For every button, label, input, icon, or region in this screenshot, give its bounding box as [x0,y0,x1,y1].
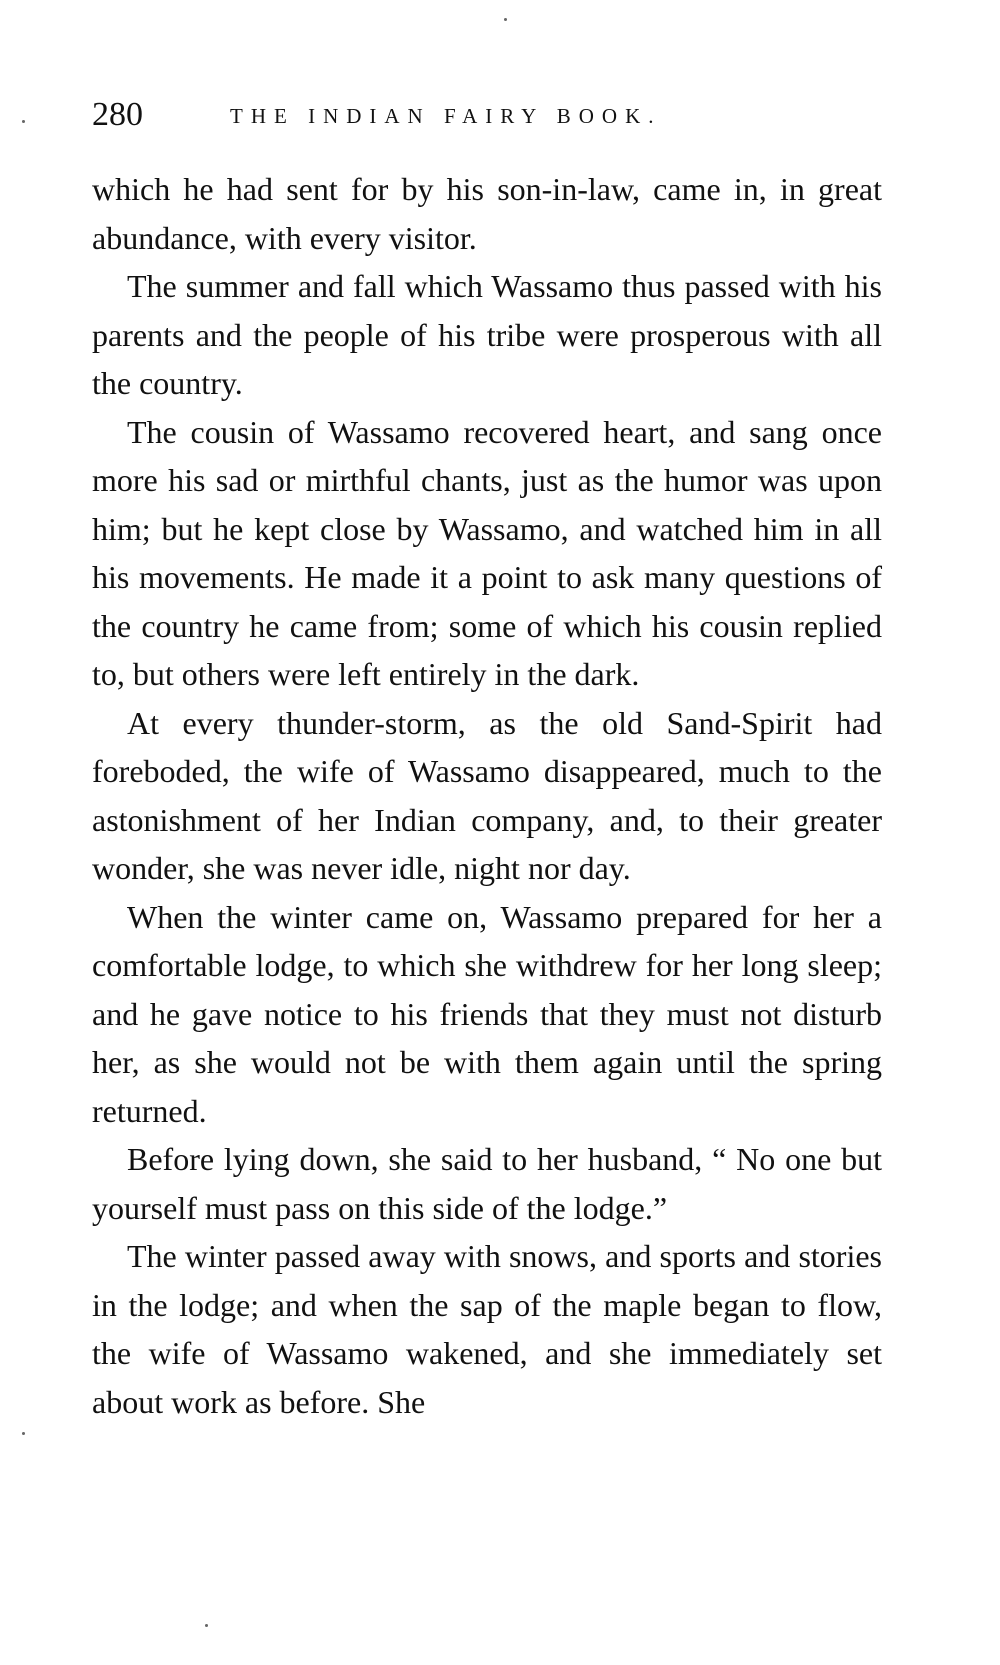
paragraph: The summer and fall which Wassamo thus passed with his parents and the people of his tribe were prosperous with all the country. [92,268,882,401]
paper-speck [504,18,507,21]
paragraph: At every thunder-storm, as the old Sand-Spirit had foreboded, the wife of Wassamo disappeared, much to the astonishment of her Indian company, and, to their greater wonder, she was never idle, night nor day. [92,704,882,886]
paragraph: The winter passed away with snows, and sports and stories in the lodge; and when the sap of the maple began to flow, the wife of Wassamo wakened, and she immediately set about work as before. She [92,1238,882,1420]
paper-speck [22,120,25,123]
paper-speck [22,1432,25,1435]
paragraph-continued: which he had sent for by his son-in-law, came in, in great abundance, with every visitor. [92,171,882,256]
page-header [92,95,892,135]
body-text [92,165,882,1426]
paragraph: Before lying down, she said to her husband, “ No one but yourself must pass on this side of the lodge.” [92,1141,882,1226]
paragraph: When the winter came on, Wassamo prepared for her a comfortable lodge, to which she withdrew for her long sleep; and he gave notice to his friends that they must not disturb her, as she would not be with them again until the spring returned. [92,898,882,1129]
running-title: THE INDIAN FAIRY BOOK. [230,104,662,128]
page-number: 280 [92,96,143,133]
paragraph: The cousin of Wassamo recovered heart, and sang once more his sad or mirthful chants, just as the humor was upon him; but he kept close by Wassamo, and watched him in all his movements. He made it a point to ask many questions of the country he came from; some of which his cousin replied to, but others were left entirely in the dark. [92,413,882,692]
paper-speck [205,1624,208,1627]
